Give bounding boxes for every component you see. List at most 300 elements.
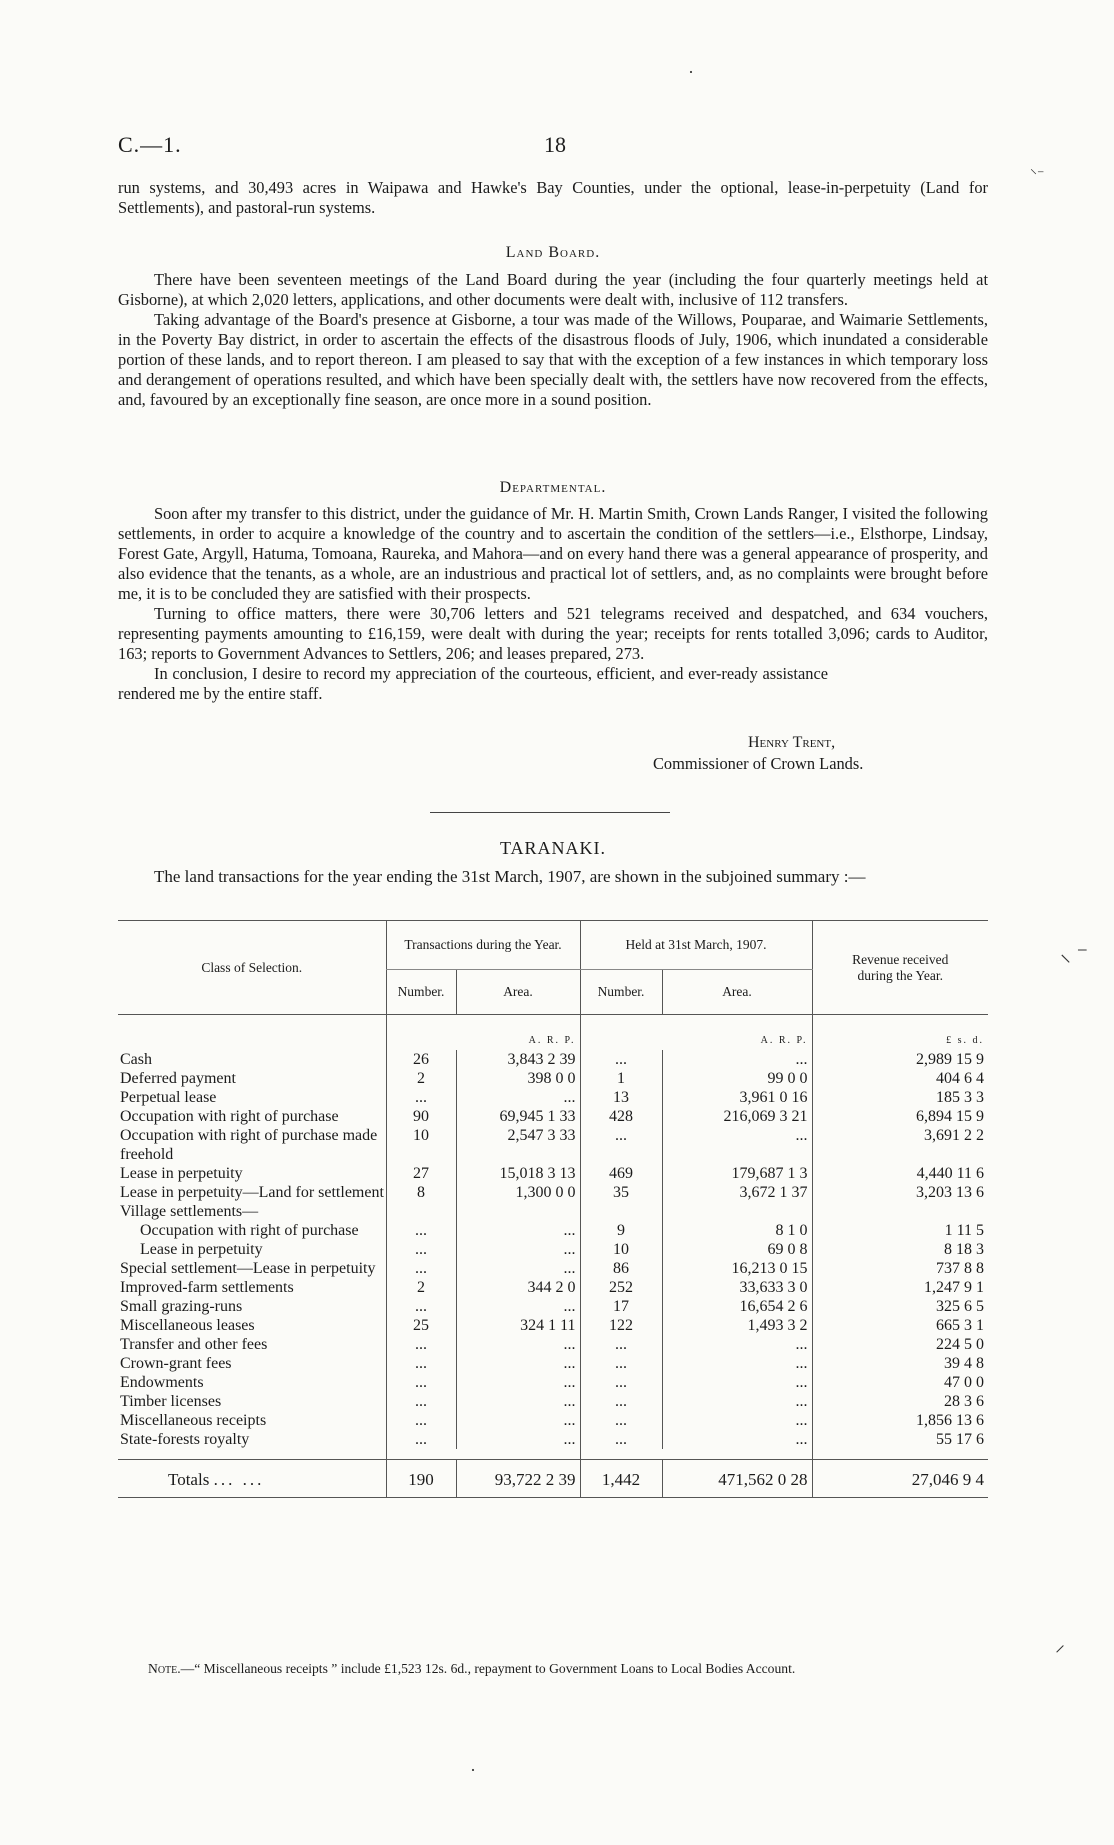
document-reference: C.—1. <box>118 132 182 157</box>
row-revenue-text: 1,856 13 6 <box>916 1412 984 1429</box>
row-class-label <box>118 1411 386 1430</box>
row-revenue <box>812 1373 988 1392</box>
row-held-number-text: 9 <box>617 1222 625 1239</box>
row-revenue-text: 1,247 9 1 <box>924 1279 984 1296</box>
land-board-heading-wrap <box>118 243 988 263</box>
row-held-area <box>662 1240 812 1259</box>
row-held-number <box>580 1430 662 1449</box>
row-held-area-text: ... <box>795 1336 808 1353</box>
row-class-label-text: Lease in perpetuity—Land for settlement <box>120 1184 384 1201</box>
header-held-number: Number. <box>580 970 662 1015</box>
row-class-label <box>118 1316 386 1335</box>
row-revenue <box>812 1164 988 1183</box>
row-held-area-text: ... <box>795 1412 808 1429</box>
row-class-label-text: Transfer and other fees <box>120 1336 268 1353</box>
row-trans-area-text: ... <box>563 1089 576 1106</box>
row-trans-number <box>386 1183 456 1202</box>
row-revenue-text: 55 17 6 <box>936 1431 984 1448</box>
row-trans-number-text: ... <box>415 1260 427 1277</box>
row-class-label <box>118 1107 386 1126</box>
row-held-area-text: 8 1 0 <box>775 1222 808 1239</box>
row-trans-number <box>386 1411 456 1430</box>
row-class-label <box>118 1183 386 1202</box>
row-trans-area <box>456 1297 580 1316</box>
row-class-label <box>118 1164 386 1183</box>
intro-text: run systems, and 30,493 acres in Waipawa and Hawke's Bay Counties, under the optional, lease-in-perpetuity (Land for Settlements), and pastoral-run systems. <box>118 178 988 217</box>
intro-paragraph <box>118 178 988 218</box>
row-held-area <box>662 1430 812 1449</box>
row-held-area <box>662 1221 812 1240</box>
row-revenue-text: 4,440 11 6 <box>916 1165 984 1182</box>
row-held-area <box>662 1126 812 1164</box>
row-held-number <box>580 1221 662 1240</box>
row-held-area <box>662 1107 812 1126</box>
row-trans-area-text: 324 1 11 <box>520 1317 576 1334</box>
row-class-label <box>118 1259 386 1278</box>
row-trans-number <box>386 1088 456 1107</box>
row-revenue-text: 737 8 8 <box>936 1260 984 1277</box>
row-trans-number-text: ... <box>415 1241 427 1258</box>
row-trans-area <box>456 1126 580 1164</box>
table-row <box>118 1088 988 1107</box>
row-class-label <box>118 1335 386 1354</box>
land-board-heading: Land Board. <box>505 244 601 261</box>
row-trans-number <box>386 1297 456 1316</box>
signature-name: Henry Trent, <box>748 734 836 751</box>
row-revenue <box>812 1411 988 1430</box>
row-trans-number <box>386 1278 456 1297</box>
table-row <box>118 1069 988 1088</box>
row-revenue-text: 28 3 6 <box>944 1393 984 1410</box>
table-row <box>118 1126 988 1164</box>
land-board-section <box>118 270 988 410</box>
row-held-number <box>580 1373 662 1392</box>
row-class-label <box>118 1069 386 1088</box>
header-revenue: Revenue received during the Year. <box>812 921 988 1015</box>
row-class-label <box>118 1126 386 1164</box>
row-trans-number-text: 2 <box>417 1070 425 1087</box>
row-trans-area-text: ... <box>563 1374 576 1391</box>
row-trans-area <box>456 1335 580 1354</box>
row-trans-area-text: 1,300 0 0 <box>515 1184 576 1201</box>
row-held-number-text: 252 <box>609 1279 633 1296</box>
row-trans-number-text: 10 <box>413 1127 429 1144</box>
row-held-number <box>580 1050 662 1069</box>
page-number: 18 <box>544 132 566 157</box>
totals-revenue: 27,046 9 4 <box>812 1460 988 1498</box>
row-class-label-text: Miscellaneous receipts <box>120 1412 267 1429</box>
row-revenue <box>812 1297 988 1316</box>
row-held-area <box>662 1069 812 1088</box>
table-note <box>118 1660 988 1677</box>
row-revenue-text: 1 11 5 <box>944 1222 984 1239</box>
row-trans-number-text: ... <box>415 1412 427 1429</box>
row-held-area-text: 3,961 0 16 <box>739 1089 808 1106</box>
table-row <box>118 1354 988 1373</box>
row-held-number-text: 86 <box>613 1260 629 1277</box>
header-trans-area: Area. <box>456 970 580 1015</box>
row-class-label <box>118 1050 386 1069</box>
row-class-label-text: Endowments <box>120 1374 204 1391</box>
row-trans-number-text: ... <box>415 1393 427 1410</box>
row-revenue-text: 404 6 4 <box>936 1070 984 1087</box>
row-held-area-text: ... <box>795 1355 808 1372</box>
row-trans-number-text: 2 <box>417 1279 425 1296</box>
row-trans-number <box>386 1430 456 1449</box>
row-held-number <box>580 1392 662 1411</box>
row-held-area-text: 1,493 3 2 <box>747 1317 808 1334</box>
table-row <box>118 1221 988 1240</box>
row-held-number <box>580 1411 662 1430</box>
row-revenue-text: 325 6 5 <box>936 1298 984 1315</box>
land-transactions-table <box>118 920 988 1498</box>
row-held-number-text: 428 <box>609 1108 633 1125</box>
table-row <box>118 1430 988 1449</box>
row-held-number-text: ... <box>615 1127 627 1144</box>
row-class-label-text: Timber licenses <box>120 1393 222 1410</box>
row-trans-number <box>386 1354 456 1373</box>
row-trans-area-text: ... <box>563 1412 576 1429</box>
row-trans-number <box>386 1202 456 1221</box>
departmental-paragraph-2: Turning to office matters, there were 30,706 letters and 521 telegrams received and despatched, and 634 vouchers, representing payments amounting to £16,159, were dealt with during the year; receipts for rents totalled 3,096; cards to Auditor, 163; reports to Government Advances to Settlers, 206; and leases prepared, 273. <box>118 604 988 663</box>
row-trans-number <box>386 1107 456 1126</box>
table-row <box>118 1316 988 1335</box>
table-body <box>118 1015 988 1460</box>
header-trans-number: Number. <box>386 970 456 1015</box>
row-held-number <box>580 1202 662 1221</box>
row-class-label-text: Cash <box>120 1051 152 1068</box>
row-trans-number <box>386 1259 456 1278</box>
taranaki-heading: TARANAKI. <box>499 838 607 858</box>
row-revenue <box>812 1392 988 1411</box>
table-row <box>118 1202 988 1221</box>
row-trans-number-text: ... <box>415 1089 427 1106</box>
row-revenue <box>812 1202 988 1221</box>
row-revenue <box>812 1430 988 1449</box>
row-class-label <box>118 1278 386 1297</box>
row-trans-area <box>456 1050 580 1069</box>
row-held-area <box>662 1354 812 1373</box>
row-trans-area <box>456 1373 580 1392</box>
row-trans-area-text: 398 0 0 <box>527 1070 576 1087</box>
note-text: —“ Miscellaneous receipts ” include £1,523 12s. 6d., repayment to Government Loans to Local Bodies Account. <box>180 1661 796 1676</box>
totals-held-number: 1,442 <box>580 1460 662 1498</box>
table-row <box>118 1278 988 1297</box>
row-revenue-text: 3,203 13 6 <box>916 1184 984 1201</box>
scan-mark: ⸝ <box>1055 1634 1065 1656</box>
row-held-number-text: ... <box>615 1412 627 1429</box>
row-class-label <box>118 1221 386 1240</box>
row-trans-area-text: 15,018 3 13 <box>499 1165 576 1182</box>
row-class-label-text: Lease in perpetuity <box>140 1241 263 1258</box>
row-held-number-text: ... <box>615 1336 627 1353</box>
row-held-number-text: 13 <box>613 1089 629 1106</box>
row-trans-area <box>456 1316 580 1335</box>
row-held-area <box>662 1335 812 1354</box>
row-held-number-text: 35 <box>613 1184 629 1201</box>
departmental-paragraph-1: Soon after my transfer to this district, under the guidance of Mr. H. Martin Smith, Crown Lands Ranger, I visited the following settlements, in order to acquire a knowledge of the country and to ascertain the condition of the settlers—i.e., Elsthorpe, Lindsay, Forest Gate, Argyll, Hatuma, Tomoana, Raureka, and Mahora—and on every hand there was a general appearance of prosperity, and also evidence that the tenants, as a whole, are an industrious and practical lot of settlers, and, as no complaints were brought before me, it is to be concluded they are satisfied with their prospects. <box>118 504 988 603</box>
scan-speck: · <box>470 1760 476 1780</box>
row-trans-number <box>386 1221 456 1240</box>
row-trans-area <box>456 1164 580 1183</box>
row-trans-number-text: ... <box>415 1222 427 1239</box>
row-held-number-text: ... <box>615 1431 627 1448</box>
area-units-label: A. R. P. <box>528 1035 576 1046</box>
totals-label: Totals <box>168 1470 210 1489</box>
row-held-number <box>580 1316 662 1335</box>
row-trans-area-text: 69,945 1 33 <box>499 1108 576 1125</box>
row-trans-number-text: 25 <box>413 1317 429 1334</box>
note-label: Note. <box>148 1661 181 1676</box>
row-revenue <box>812 1354 988 1373</box>
row-trans-number <box>386 1126 456 1164</box>
row-held-number <box>580 1183 662 1202</box>
row-held-number-text: 10 <box>613 1241 629 1258</box>
totals-trans-number: 190 <box>386 1460 456 1498</box>
row-held-area <box>662 1316 812 1335</box>
table-row <box>118 1050 988 1069</box>
land-board-paragraph-1: There have been seventeen meetings of the Land Board during the year (including the four quarterly meetings held at Gisborne), at which 2,020 letters, applications, and other documents were dealt with, inclusive of 112 transfers. <box>118 270 988 309</box>
row-held-number <box>580 1259 662 1278</box>
row-trans-area-text: 3,843 2 39 <box>507 1051 576 1068</box>
row-revenue <box>812 1259 988 1278</box>
page-header <box>118 132 988 162</box>
totals-row: Totals ... ... 190 93,722 2 39 1,442 471,562 0 28 27,046 9 4 <box>118 1460 988 1498</box>
row-revenue <box>812 1088 988 1107</box>
row-trans-number <box>386 1335 456 1354</box>
row-trans-area <box>456 1183 580 1202</box>
row-trans-area <box>456 1392 580 1411</box>
row-trans-number <box>386 1373 456 1392</box>
taranaki-intro-text: The land transactions for the year ending the 31st March, 1907, are shown in the subjoined summary :— <box>154 867 866 886</box>
departmental-paragraph-3: In conclusion, I desire to record my appreciation of the courteous, efficient, and ever-ready assistance rendered me by the entire staff. <box>118 664 828 703</box>
row-trans-area <box>456 1221 580 1240</box>
row-held-area <box>662 1392 812 1411</box>
row-trans-number-text: 27 <box>413 1165 429 1182</box>
table-row <box>118 1164 988 1183</box>
land-board-paragraph-2: Taking advantage of the Board's presence at Gisborne, a tour was made of the Willows, Pouparae, and Waimarie Settlements, in the Poverty Bay district, in order to ascertain the effects of the disastrous floods of July, 1906, which inundated a considerable portion of these lands, and to report thereon. I am pleased to say that with the exception of a few instances in which temporary loss and derangement of operations resulted, and which have been specially dealt with, the settlers have now recovered from the effects, and, favoured by an exceptionally fine season, are once more in a sound position. <box>118 310 988 409</box>
row-trans-number-text: 90 <box>413 1108 429 1125</box>
row-trans-area-text: ... <box>563 1222 576 1239</box>
row-held-number-text: ... <box>615 1051 627 1068</box>
row-trans-number-text: ... <box>415 1336 427 1353</box>
row-held-area-text: 33,633 3 0 <box>739 1279 808 1296</box>
row-revenue <box>812 1335 988 1354</box>
table-row <box>118 1240 988 1259</box>
row-class-label <box>118 1202 386 1221</box>
row-trans-area <box>456 1088 580 1107</box>
totals-held-area: 471,562 0 28 <box>662 1460 812 1498</box>
table-row <box>118 1335 988 1354</box>
row-trans-number <box>386 1240 456 1259</box>
row-class-label-text: State-forests royalty <box>120 1431 250 1448</box>
row-trans-number-text: ... <box>415 1431 427 1448</box>
row-revenue <box>812 1050 988 1069</box>
row-trans-area-text: ... <box>563 1241 576 1258</box>
row-revenue-text: 6,894 15 9 <box>916 1108 984 1125</box>
row-class-label-text: Miscellaneous leases <box>120 1317 255 1334</box>
row-held-area-text: ... <box>795 1051 808 1068</box>
row-class-label-text: Improved-farm settlements <box>120 1279 294 1296</box>
row-held-number <box>580 1335 662 1354</box>
row-held-area-text: ... <box>795 1374 808 1391</box>
row-class-label <box>118 1240 386 1259</box>
row-revenue <box>812 1240 988 1259</box>
row-trans-area-text: ... <box>563 1336 576 1353</box>
table-row <box>118 1297 988 1316</box>
row-class-label-text: Crown-grant fees <box>120 1355 232 1372</box>
row-revenue-text: 47 0 0 <box>944 1374 984 1391</box>
row-class-label <box>118 1430 386 1449</box>
row-class-label <box>118 1392 386 1411</box>
row-revenue <box>812 1316 988 1335</box>
header-held: Held at 31st March, 1907. <box>580 921 812 970</box>
row-held-area <box>662 1050 812 1069</box>
row-class-label-text: Occupation with right of purchase <box>140 1222 359 1239</box>
row-held-area <box>662 1278 812 1297</box>
row-trans-number <box>386 1392 456 1411</box>
row-trans-area-text: 2,547 3 33 <box>507 1127 576 1144</box>
row-held-number <box>580 1354 662 1373</box>
row-held-area-text: 16,213 0 15 <box>731 1260 808 1277</box>
row-revenue-text: 185 3 3 <box>936 1089 984 1106</box>
document-page <box>118 0 988 1845</box>
row-class-label-text: Perpetual lease <box>120 1089 217 1106</box>
row-held-area-text: 3,672 1 37 <box>739 1184 808 1201</box>
row-class-label-text: Small grazing-runs <box>120 1298 243 1315</box>
row-trans-number-text: ... <box>415 1298 427 1315</box>
row-held-number-text: ... <box>615 1355 627 1372</box>
row-revenue-text: 224 5 0 <box>936 1336 984 1353</box>
totals-trans-area: 93,722 2 39 <box>456 1460 580 1498</box>
row-trans-area <box>456 1107 580 1126</box>
row-revenue-text: 2,989 15 9 <box>916 1051 984 1068</box>
row-trans-area <box>456 1278 580 1297</box>
row-class-label-text: Lease in perpetuity <box>120 1165 243 1182</box>
row-trans-area <box>456 1240 580 1259</box>
row-trans-number-text: 26 <box>413 1051 429 1068</box>
row-held-area-text: 216,069 3 21 <box>723 1108 808 1125</box>
row-trans-area-text: 344 2 0 <box>527 1279 576 1296</box>
row-held-number <box>580 1164 662 1183</box>
header-class: Class of Selection. <box>118 921 386 1015</box>
row-class-label <box>118 1297 386 1316</box>
row-held-number <box>580 1126 662 1164</box>
table-row <box>118 1183 988 1202</box>
table-row <box>118 1107 988 1126</box>
row-revenue-text: 665 3 1 <box>936 1317 984 1334</box>
row-held-area-text: 16,654 2 6 <box>739 1298 808 1315</box>
row-held-area <box>662 1297 812 1316</box>
scan-mark: ⸜ ⁻ <box>1060 941 1089 966</box>
row-held-number-text: 469 <box>609 1165 633 1182</box>
row-held-number <box>580 1088 662 1107</box>
row-held-number-text: 1 <box>617 1070 625 1087</box>
row-class-label <box>118 1373 386 1392</box>
row-held-area <box>662 1411 812 1430</box>
row-held-number-text: ... <box>615 1374 627 1391</box>
scan-mark: ⸌⁻ <box>1030 168 1045 183</box>
row-revenue <box>812 1183 988 1202</box>
row-held-area <box>662 1183 812 1202</box>
row-held-area <box>662 1259 812 1278</box>
row-held-area <box>662 1373 812 1392</box>
row-class-label <box>118 1088 386 1107</box>
row-class-label <box>118 1354 386 1373</box>
header-held-area: Area. <box>662 970 812 1015</box>
row-trans-area <box>456 1259 580 1278</box>
row-trans-area <box>456 1430 580 1449</box>
row-trans-area-text: ... <box>563 1298 576 1315</box>
row-held-area-text: ... <box>795 1127 808 1144</box>
row-held-area <box>662 1202 812 1221</box>
row-revenue-text: 3,691 2 2 <box>924 1127 984 1144</box>
departmental-heading-wrap <box>118 478 988 498</box>
header-transactions: Transactions during the Year. <box>386 921 580 970</box>
row-held-number <box>580 1240 662 1259</box>
row-trans-area-text: ... <box>563 1431 576 1448</box>
row-revenue <box>812 1221 988 1240</box>
row-trans-area-text: ... <box>563 1260 576 1277</box>
row-class-label-text: Special settlement—Lease in perpetuity <box>120 1260 376 1277</box>
money-units-label: £ s. d. <box>812 1031 988 1050</box>
row-held-area-text: 99 0 0 <box>767 1070 808 1087</box>
row-trans-number <box>386 1316 456 1335</box>
row-trans-area <box>456 1354 580 1373</box>
row-trans-number-text: 8 <box>417 1184 425 1201</box>
row-held-number <box>580 1069 662 1088</box>
row-held-area <box>662 1088 812 1107</box>
row-revenue <box>812 1126 988 1164</box>
row-held-area-text: ... <box>795 1393 808 1410</box>
row-trans-number-text: ... <box>415 1355 427 1372</box>
row-trans-number <box>386 1164 456 1183</box>
row-held-area <box>662 1164 812 1183</box>
row-class-label-text: Deferred payment <box>120 1070 236 1087</box>
section-divider <box>430 812 670 813</box>
row-held-area-text: 69 0 8 <box>767 1241 808 1258</box>
row-held-area-text: 179,687 1 3 <box>731 1165 808 1182</box>
table-row <box>118 1259 988 1278</box>
table-row <box>118 1411 988 1430</box>
row-held-number-text: 17 <box>613 1298 629 1315</box>
departmental-section <box>118 504 988 704</box>
row-trans-number <box>386 1050 456 1069</box>
row-held-number-text: ... <box>615 1393 627 1410</box>
row-revenue <box>812 1107 988 1126</box>
area-units-label: A. R. P. <box>760 1035 808 1046</box>
row-trans-area-text: ... <box>563 1355 576 1372</box>
row-class-label-text: Occupation with right of purchase made freehold <box>120 1127 378 1163</box>
row-class-label-text: Occupation with right of purchase <box>120 1108 339 1125</box>
row-trans-area <box>456 1069 580 1088</box>
row-held-number-text: 122 <box>609 1317 633 1334</box>
scan-speck: · <box>688 62 694 82</box>
signature-title: Commissioner of Crown Lands. <box>653 754 864 773</box>
row-trans-area-text: ... <box>563 1393 576 1410</box>
table-row <box>118 1392 988 1411</box>
row-trans-number <box>386 1069 456 1088</box>
row-held-number <box>580 1297 662 1316</box>
row-trans-area <box>456 1202 580 1221</box>
row-class-label-text: Village settlements— <box>120 1203 259 1220</box>
row-revenue-text: 8 18 3 <box>944 1241 984 1258</box>
row-held-number <box>580 1107 662 1126</box>
row-trans-area <box>456 1411 580 1430</box>
row-revenue <box>812 1278 988 1297</box>
table-row <box>118 1373 988 1392</box>
row-revenue-text: 39 4 8 <box>944 1355 984 1372</box>
